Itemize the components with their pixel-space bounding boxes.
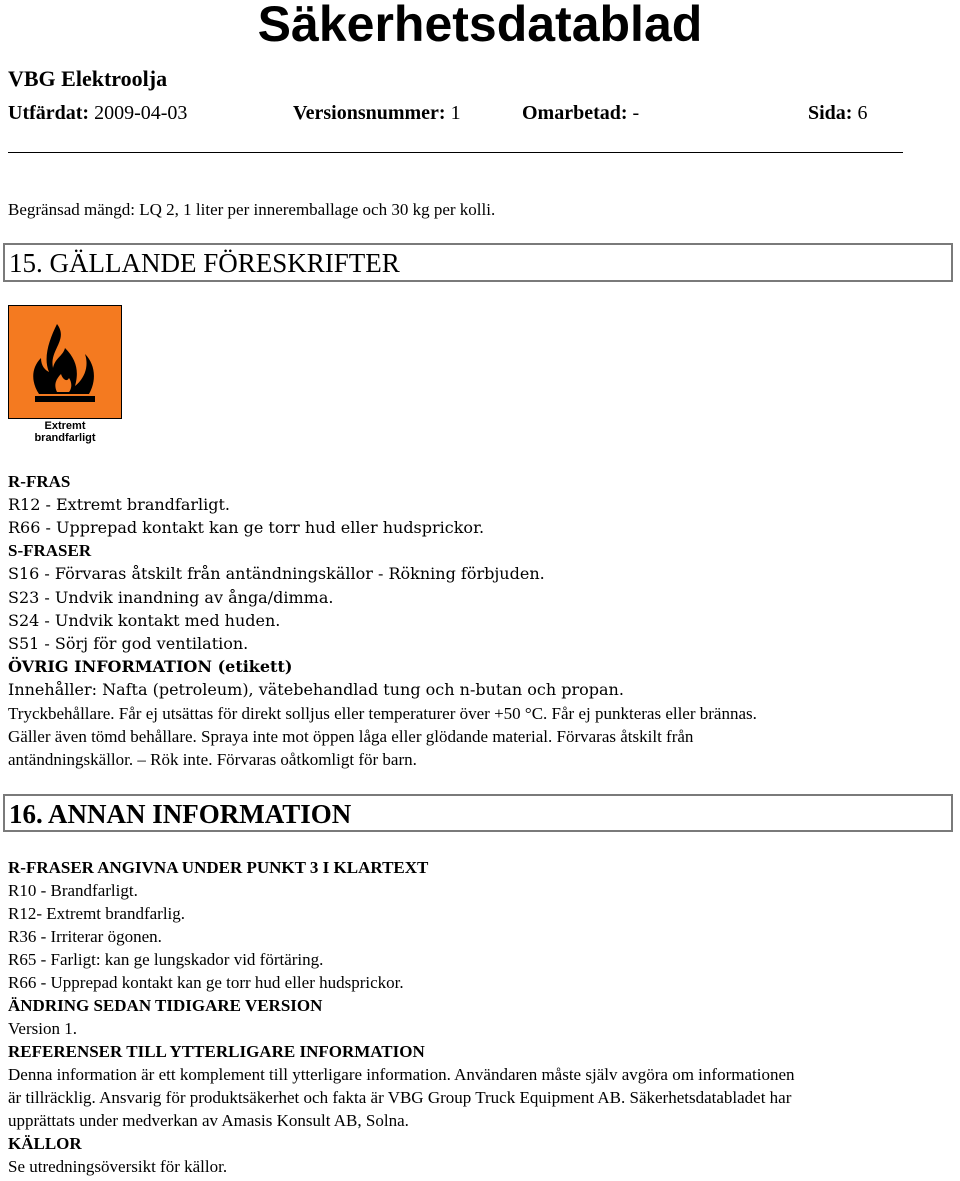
s-phrase-line: S51 - Sörj för god ventilation. — [8, 634, 249, 654]
r-phrase-line: R66 - Upprepad kontakt kan ge torr hud eller hudsprickor. — [8, 518, 485, 538]
other-info-heading: ÖVRIG INFORMATION (etikett) — [8, 657, 293, 677]
document-title: Säkerhetsdatablad — [257, 0, 703, 52]
references-line: är tillräcklig. Ansvarig för produktsäkerhet och fakta är VBG Group Truck Equipment AB. Säkerhetsdatabladet har — [8, 1088, 792, 1107]
change-text: Version 1. — [8, 1019, 77, 1038]
page-number-field — [808, 102, 867, 125]
revised-label: Omarbetad: — [522, 102, 628, 124]
issued-field — [8, 102, 187, 125]
issued-value: 2009-04-03 — [94, 102, 188, 124]
page-value: 6 — [857, 102, 868, 124]
pictogram-caption — [8, 420, 122, 444]
other-info-line: Gäller även tömd behållare. Spraya inte mot öppen låga eller glödande material. Förvaras åtskilt från — [8, 726, 694, 746]
references-line: upprättats under medverkan av Amasis Konsult AB, Solna. — [8, 1111, 409, 1130]
revised-field — [522, 102, 639, 125]
sources-heading: KÄLLOR — [8, 1134, 82, 1153]
s-phrases-heading: S-FRASER — [8, 541, 92, 561]
section-16-title: 16. ANNAN INFORMATION — [9, 799, 352, 829]
pictogram-caption-line-1: Extremt — [44, 420, 86, 432]
section-16-header — [3, 794, 953, 832]
references-line: Denna information är ett komplement till ytterligare information. Användaren måste själv avgöra om informationen — [8, 1065, 795, 1084]
version-field — [293, 102, 461, 125]
revised-value: - — [632, 102, 640, 124]
company-name: VBG Elektroolja — [8, 66, 168, 91]
page-label: Sida: — [808, 102, 853, 124]
section-15-title: 15. GÄLLANDE FÖRESKRIFTER — [9, 248, 400, 278]
flammable-pictogram — [8, 305, 122, 419]
s-phrase-line: S16 - Förvaras åtskilt från antändningskällor - Rökning förbjuden. — [8, 564, 545, 584]
r-phrase-line: R10 - Brandfarligt. — [8, 881, 138, 900]
section-15-body — [8, 470, 953, 771]
version-label: Versionsnummer: — [293, 102, 446, 124]
r-phrase-line: R12 - Extremt brandfarligt. — [8, 495, 230, 514]
issued-label: Utfärdat: — [8, 102, 90, 124]
pictogram-caption-line-2: brandfarligt — [34, 432, 96, 444]
flame-icon — [9, 306, 121, 418]
other-info-line: Innehåller: Nafta (petroleum), vätebehandlad tung och n-butan och propan. — [8, 680, 624, 700]
r-phrase-line: R66 - Upprepad kontakt kan ge torr hud eller hudsprickor. — [8, 973, 404, 992]
r-phrase-line: R12- Extremt brandfarlig. — [8, 904, 186, 923]
r-phrase-line: R36 - Irriterar ögonen. — [8, 927, 162, 946]
s-phrase-line: S23 - Undvik inandning av ånga/dimma. — [8, 587, 334, 607]
other-info-line: antändningskällor. – Rök inte. Förvaras oåtkomligt för barn. — [8, 749, 417, 769]
s-phrase-line: S24 - Undvik kontakt med huden. — [8, 610, 281, 630]
r-phrases-klartext-heading: R-FRASER ANGIVNA UNDER PUNKT 3 I KLARTEXT — [8, 858, 429, 877]
r-phrases-heading: R-FRAS — [8, 472, 71, 491]
section-16-body — [8, 856, 953, 1178]
header-divider — [8, 152, 903, 153]
transport-limited-quantity: Begränsad mängd: LQ 2, 1 liter per inneremballage och 30 kg per kolli. — [8, 200, 496, 219]
change-heading: ÄNDRING SEDAN TIDIGARE VERSION — [8, 996, 323, 1015]
section-15-header — [3, 243, 953, 282]
sources-text: Se utredningsöversikt för källor. — [8, 1157, 228, 1176]
references-heading: REFERENSER TILL YTTERLIGARE INFORMATION — [8, 1042, 425, 1061]
other-info-line: Tryckbehållare. Får ej utsättas för direkt solljus eller temperaturer över +50 °C. Får ej punkteras eller brännas. — [8, 703, 757, 723]
version-value: 1 — [450, 102, 461, 124]
r-phrase-line: R65 - Farligt: kan ge lungskador vid förtäring. — [8, 950, 324, 969]
